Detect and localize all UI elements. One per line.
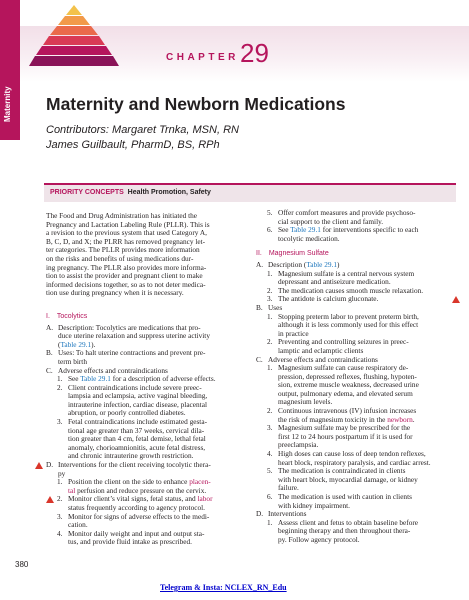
chapter-title: Maternity and Newborn Medications (46, 94, 346, 114)
priority-concepts-box (44, 183, 456, 202)
outline-subitem: 2. Continuous intravenous (IV) infusion increases the risk of magnesium toxicity in the newborn. (267, 406, 417, 424)
outline-subitem: 3. The antidote is calcium gluconate. (256, 295, 456, 304)
outline-subitem: 3. Magnesium sulfate may be prescribed for the first 12 to 24 hours postpartum if it is used for preeclampsia. (267, 423, 413, 450)
outline-subitem: 4. High doses can cause loss of deep tendon reflexes, heart block, respiratory paralysis, and cardiac arrest. (267, 449, 431, 467)
outline-item: C. Adverse effects and contraindications (46, 365, 168, 375)
outline-subitem: 6. The medication is used with caution in clients with kidney impairment. (267, 492, 412, 510)
priority-flag-icon (46, 496, 54, 503)
left-column (46, 212, 240, 547)
section-side-tab-label: Maternity (3, 86, 12, 122)
outline-subitem: 6. See Table 29.1 for interventions specific to each tocolytic medication. (267, 225, 419, 243)
chapter-label: CHAPTER (166, 52, 239, 63)
priority-concepts-label: PRIORITY CONCEPTS (50, 189, 124, 196)
outline-item: B. Uses (256, 302, 283, 312)
table-link[interactable]: Table 29.1 (80, 374, 111, 384)
section-heading-magnesium: II. Magnesium Sulfate (256, 250, 329, 258)
section-side-tab (0, 0, 20, 140)
table-link[interactable]: Table 29.1 (306, 259, 338, 269)
outline-subitem: 3. Monitor for signs of adverse effects to the medi- cation. (57, 511, 210, 530)
chapter-number: 29 (240, 38, 269, 68)
outline-item: A. Description: Tocolytics are medications that pro- duce uterine relaxation and suppress uterine activity (Table 29.1). (46, 322, 210, 349)
table-link[interactable]: Table 29.1 (60, 339, 92, 349)
outline-item: C. Adverse effects and contraindications (256, 354, 378, 364)
outline-subitem: 2. The medication causes smooth muscle relaxation. (267, 285, 424, 295)
outline-subitem: 4. Monitor daily weight and input and output sta- tus, and provide fluid intake as prescribed. (57, 528, 205, 547)
contributor-line: Contributors: Margaret Trnka, MSN, RN (46, 124, 239, 136)
outline-subitem: 2. Client contraindications include severe preec- lampsia and eclampsia, active vaginal bleeding, intrauterine infection, cardiac disease, placental abruption, or poorly controlled diabetes. (57, 382, 208, 418)
footer-link[interactable]: Telegram & Insta: NCLEX_RN_Edu (160, 583, 287, 592)
outline-item: D. Interventions for the client receiving tocolytic thera- py (46, 461, 240, 478)
outline-subitem: 1. Assess client and fetus to obtain baseline before beginning therapy and then throughout thera- py. Follow agency protocol. (267, 517, 419, 544)
outline-subitem: 5. The medication is contraindicated in clients with heart block, myocardial damage, or kidney failure. (267, 466, 418, 493)
pyramid-logo-icon (28, 3, 120, 83)
outline-subitem: 5. Offer comfort measures and provide psychoso- cial support to the client and family. (267, 208, 416, 226)
priority-flag-icon (35, 462, 43, 469)
priority-flag-icon (452, 296, 460, 303)
outline-subitem: 1. Magnesium sulfate is a central nervous system depressant and antiseizure medication. (267, 268, 415, 287)
outline-subitem: 3. Fetal contraindications include estimated gesta- tional age greater than 37 weeks, cervical dila- tion greater than 4 cm, fetal demise, lethal fetal anomaly, chorioamnionitis, acute fetal distress, and chronic intrauterine growth restriction. (57, 417, 208, 461)
outline-subitem: 2. Preventing and controlling seizures in preec- lamptic and eclamptic clients (267, 337, 409, 355)
priority-concepts-text: Health Promotion, Safety (127, 189, 211, 196)
outline-subitem: 1. Position the client on the side to enhance placen- tal perfusion and reduce pressure on the cervix. (57, 477, 211, 495)
outline-subitem: 1. See Table 29.1 for a description of adverse effects. (57, 374, 216, 384)
contributor-line: James Guilbault, PharmD, BS, RPh (46, 139, 220, 151)
table-link[interactable]: Table 29.1 (290, 225, 321, 235)
outline-item: B. Uses: To halt uterine contractions and prevent pre- term birth (46, 348, 206, 366)
outline-subitem: 1. Stopping preterm labor to prevent preterm birth, although it is less commonly used for this effect in practice (267, 311, 419, 338)
outline-item: A. Description (Table 29.1) (256, 259, 340, 269)
outline-subitem: 2. Monitor client’s vital signs, fetal status, and labor status frequently according to agency protocol. (46, 495, 240, 512)
page-number: 380 (15, 560, 29, 569)
outline-subitem: 1. Magnesium sulfate can cause respiratory de- pression, depressed reflexes, flushing, hypoten- sion, extreme muscle weakness, decreased urine output, pulmonary edema, and elevated serum magnesium levels. (267, 363, 419, 407)
outline-item: D. Interventions (256, 509, 307, 519)
right-column (256, 209, 456, 545)
section-heading-tocolytics: I. Tocolytics (46, 312, 88, 320)
intro-paragraph: The Food and Drug Administration has initiated the Pregnancy and Lactation Labeling Rule (PLLR). This is a revision to the previous system that used Category A, B, C, D, and X; the PLRR has removed pregnancy let- ter categories. The PLLR provides more information on the risks and benefits of using medications dur- ing pregnancy. The PLLR also provides more informa- tion to assist the provider and pregnant client to make informed decisions together, so as to not deter medica- tion use during pregnancy when it is necessary. (46, 211, 210, 298)
